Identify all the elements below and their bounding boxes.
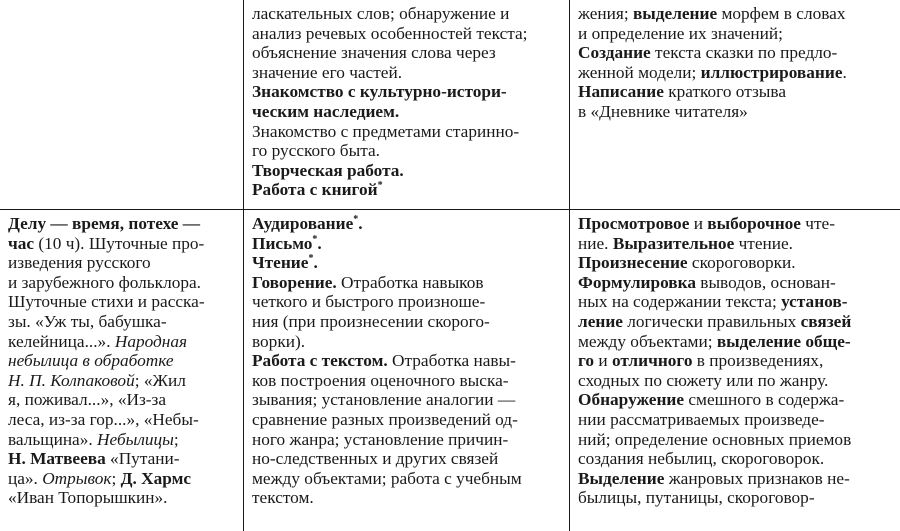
text-segment: час (8, 233, 35, 253)
text-segment: ков построения оценочного выска- (252, 370, 509, 390)
text-line (578, 273, 900, 293)
text-line (578, 4, 900, 24)
text-segment: чтение. (734, 233, 793, 253)
text-line (252, 312, 568, 332)
text-segment: изведения русского (8, 253, 151, 273)
text-segment: Отрывок (42, 468, 112, 488)
text-line (578, 410, 900, 430)
text-segment: небылица в обработке (8, 351, 174, 371)
text-segment: ца». (8, 468, 43, 488)
footnote-asterisk: * (312, 233, 318, 245)
text-line (8, 449, 242, 469)
text-segment: выделение обще- (716, 331, 851, 351)
footnote-asterisk: * (377, 180, 383, 192)
text-segment: . (842, 62, 847, 82)
text-line (252, 488, 568, 508)
text-line (578, 102, 900, 122)
text-segment: Просмотровое (578, 214, 690, 233)
text-segment: и (594, 351, 612, 371)
text-segment: в «Дневнике читателя» (578, 101, 748, 121)
text-segment: ворки). (252, 331, 306, 351)
text-line (578, 24, 900, 44)
text-segment: выделение (632, 4, 718, 23)
text-line (252, 122, 568, 142)
text-segment: ния (при произнесении скорого- (252, 311, 490, 331)
text-line (578, 63, 900, 83)
row1-activities-cell (252, 4, 568, 209)
text-segment: . (317, 233, 322, 253)
text-line (252, 43, 568, 63)
text-segment: объяснение значения слова через (252, 43, 496, 63)
text-line (578, 449, 900, 469)
text-line (578, 430, 900, 450)
text-line (8, 351, 242, 371)
text-line (252, 332, 568, 352)
text-segment: иллюстрирование (700, 62, 843, 82)
text-segment: Формулировка (578, 272, 696, 292)
text-segment: Выразительное (612, 233, 735, 253)
text-segment: связей (800, 311, 852, 331)
row-divider (0, 209, 900, 210)
text-line (578, 82, 900, 102)
text-line (578, 253, 900, 273)
text-segment: Создание (578, 43, 651, 63)
text-segment: в произведениях, (692, 351, 824, 371)
text-segment: Написание (578, 82, 664, 102)
text-segment: отличного (611, 351, 693, 371)
text-segment: создания небылиц, скороговорок. (578, 449, 825, 469)
text-segment: Небылицы (97, 429, 174, 449)
text-line (252, 410, 568, 430)
text-segment: Н. П. Колпаковой (8, 370, 135, 390)
text-segment: но-следственных и других связей (252, 449, 499, 469)
text-line (252, 180, 568, 200)
text-line (578, 371, 900, 391)
row1-topic-cell (0, 0, 243, 209)
footnote-asterisk: * (353, 214, 359, 225)
text-segment: ний; определение основных приемов (578, 429, 852, 449)
text-segment: ного жанра; установление причин- (252, 429, 509, 449)
column-divider-1 (243, 0, 244, 531)
text-segment: Знакомство с культурно-истори- (252, 82, 507, 102)
text-line (252, 469, 568, 489)
text-segment: Говорение. (252, 272, 337, 292)
text-line (252, 390, 568, 410)
text-segment: Выделение (578, 468, 665, 488)
row1-learning-actions-cell (578, 4, 900, 209)
text-line (8, 390, 242, 410)
text-segment: леса, из-за гор...», «Небы- (8, 409, 199, 429)
text-line (252, 449, 568, 469)
text-segment: ; (111, 468, 121, 488)
text-segment: жанровых признаков не- (664, 468, 850, 488)
text-line (578, 469, 900, 489)
text-line (578, 390, 900, 410)
text-segment: Письмо (252, 233, 313, 253)
text-segment: ние. (578, 233, 613, 253)
row2-learning-actions-cell (578, 214, 900, 531)
text-segment: . (313, 253, 318, 273)
text-segment: ласкательных слов; обнаружение и (252, 4, 510, 23)
text-line (578, 292, 900, 312)
text-segment: Обнаружение (578, 390, 685, 410)
text-segment: между объектами; (578, 331, 717, 351)
footnote-asterisk: * (308, 253, 314, 265)
row2-topic-cell (8, 214, 242, 531)
text-segment: выборочное (707, 214, 801, 233)
text-segment: былицы, путаницы, скороговор- (578, 488, 815, 508)
text-segment: Делу — время, потехе — (8, 214, 201, 233)
text-segment: вальщина». (8, 429, 98, 449)
text-line (578, 312, 900, 332)
text-line (252, 292, 568, 312)
text-segment: ; (173, 429, 179, 449)
text-segment: женной модели; (578, 62, 701, 82)
text-segment: нии рассматриваемых произведе- (578, 409, 825, 429)
text-line (8, 253, 242, 273)
text-line (8, 332, 242, 352)
text-segment: выводов, основан- (695, 272, 836, 292)
text-segment: Шуточные стихи и расска- (8, 292, 205, 312)
text-line (252, 430, 568, 450)
text-line (578, 234, 900, 254)
text-segment: (10 ч). Шуточные про- (34, 233, 205, 253)
text-segment: и определение их значений; (578, 23, 783, 43)
text-segment: между объектами; работа с учебным (252, 468, 522, 488)
text-segment: . (358, 214, 363, 233)
text-line (8, 488, 242, 508)
text-segment: ление (578, 311, 623, 331)
text-segment: я, поживал...», «Из-за (8, 390, 167, 410)
text-segment: Аудирование (252, 214, 354, 233)
text-segment: келейница...». (8, 331, 115, 351)
text-line (578, 43, 900, 63)
text-segment: краткого отзыва (663, 82, 786, 102)
column-divider-2 (569, 0, 570, 531)
text-line (8, 371, 242, 391)
text-line (8, 273, 242, 293)
text-segment: го русского быта. (252, 141, 380, 161)
text-segment: чте- (800, 214, 835, 233)
text-line (8, 410, 242, 430)
text-segment: Творческая работа. (252, 160, 404, 180)
text-line (8, 469, 242, 489)
text-segment: установ- (781, 292, 848, 312)
text-segment: жения; (578, 4, 633, 23)
text-segment: Произнесение (578, 253, 688, 273)
text-line (578, 214, 900, 234)
text-segment: «Иван Топорышкин». (8, 488, 168, 508)
text-segment: ; «Жил (134, 370, 186, 390)
text-line (252, 214, 568, 234)
text-segment: текстом. (252, 488, 314, 508)
text-segment: Д. Хармс (120, 468, 192, 488)
text-line (252, 234, 568, 254)
text-segment: ных на содержании текста; (578, 292, 782, 312)
text-segment: Работа с текстом. (252, 351, 388, 371)
text-segment: скороговорки. (687, 253, 796, 273)
text-segment: сходных по сюжету или по жанру. (578, 370, 829, 390)
text-segment: смешного в содержа- (684, 390, 845, 410)
text-segment: Знакомство с предметами старинно- (252, 121, 520, 141)
text-line (252, 63, 568, 83)
text-line (252, 161, 568, 181)
text-line (8, 214, 242, 234)
text-segment: и (689, 214, 708, 233)
text-segment: Н. Матвеева (8, 449, 106, 469)
text-line (252, 253, 568, 273)
text-line (8, 292, 242, 312)
text-line (8, 234, 242, 254)
text-line (578, 351, 900, 371)
text-line (252, 82, 568, 102)
text-line (8, 430, 242, 450)
text-segment: и зарубежного фольклора. (8, 272, 201, 292)
text-segment: сравнение разных произведений од- (252, 409, 518, 429)
row2-activities-cell (252, 214, 568, 531)
text-segment: Работа с книгой (252, 180, 378, 200)
text-segment: Отработка навы- (387, 351, 516, 371)
text-line (252, 102, 568, 122)
text-line (578, 488, 900, 508)
text-line (252, 273, 568, 293)
text-segment: зы. «Уж ты, бабушка- (8, 311, 167, 331)
text-segment: зывания; установление аналогии — (252, 390, 516, 410)
text-line (252, 141, 568, 161)
text-segment: морфем в словах (717, 4, 846, 23)
text-segment: логически правильных (622, 311, 801, 331)
text-line (8, 312, 242, 332)
text-segment: четкого и быстрого произноше- (252, 292, 486, 312)
text-line (252, 4, 568, 24)
text-segment: текста сказки по предло- (650, 43, 838, 63)
text-segment: анализ речевых особенностей текста; (252, 23, 528, 43)
text-segment: «Путани- (105, 449, 180, 469)
text-segment: значение его частей. (252, 62, 403, 82)
text-line (252, 24, 568, 44)
text-segment: ческим наследием. (252, 101, 400, 121)
text-line (252, 371, 568, 391)
text-line (252, 351, 568, 371)
text-line (578, 332, 900, 352)
text-segment: Чтение (252, 253, 309, 273)
text-segment: го (578, 351, 595, 371)
text-segment: Отработка навыков (336, 272, 484, 292)
text-segment: Народная (114, 331, 188, 351)
